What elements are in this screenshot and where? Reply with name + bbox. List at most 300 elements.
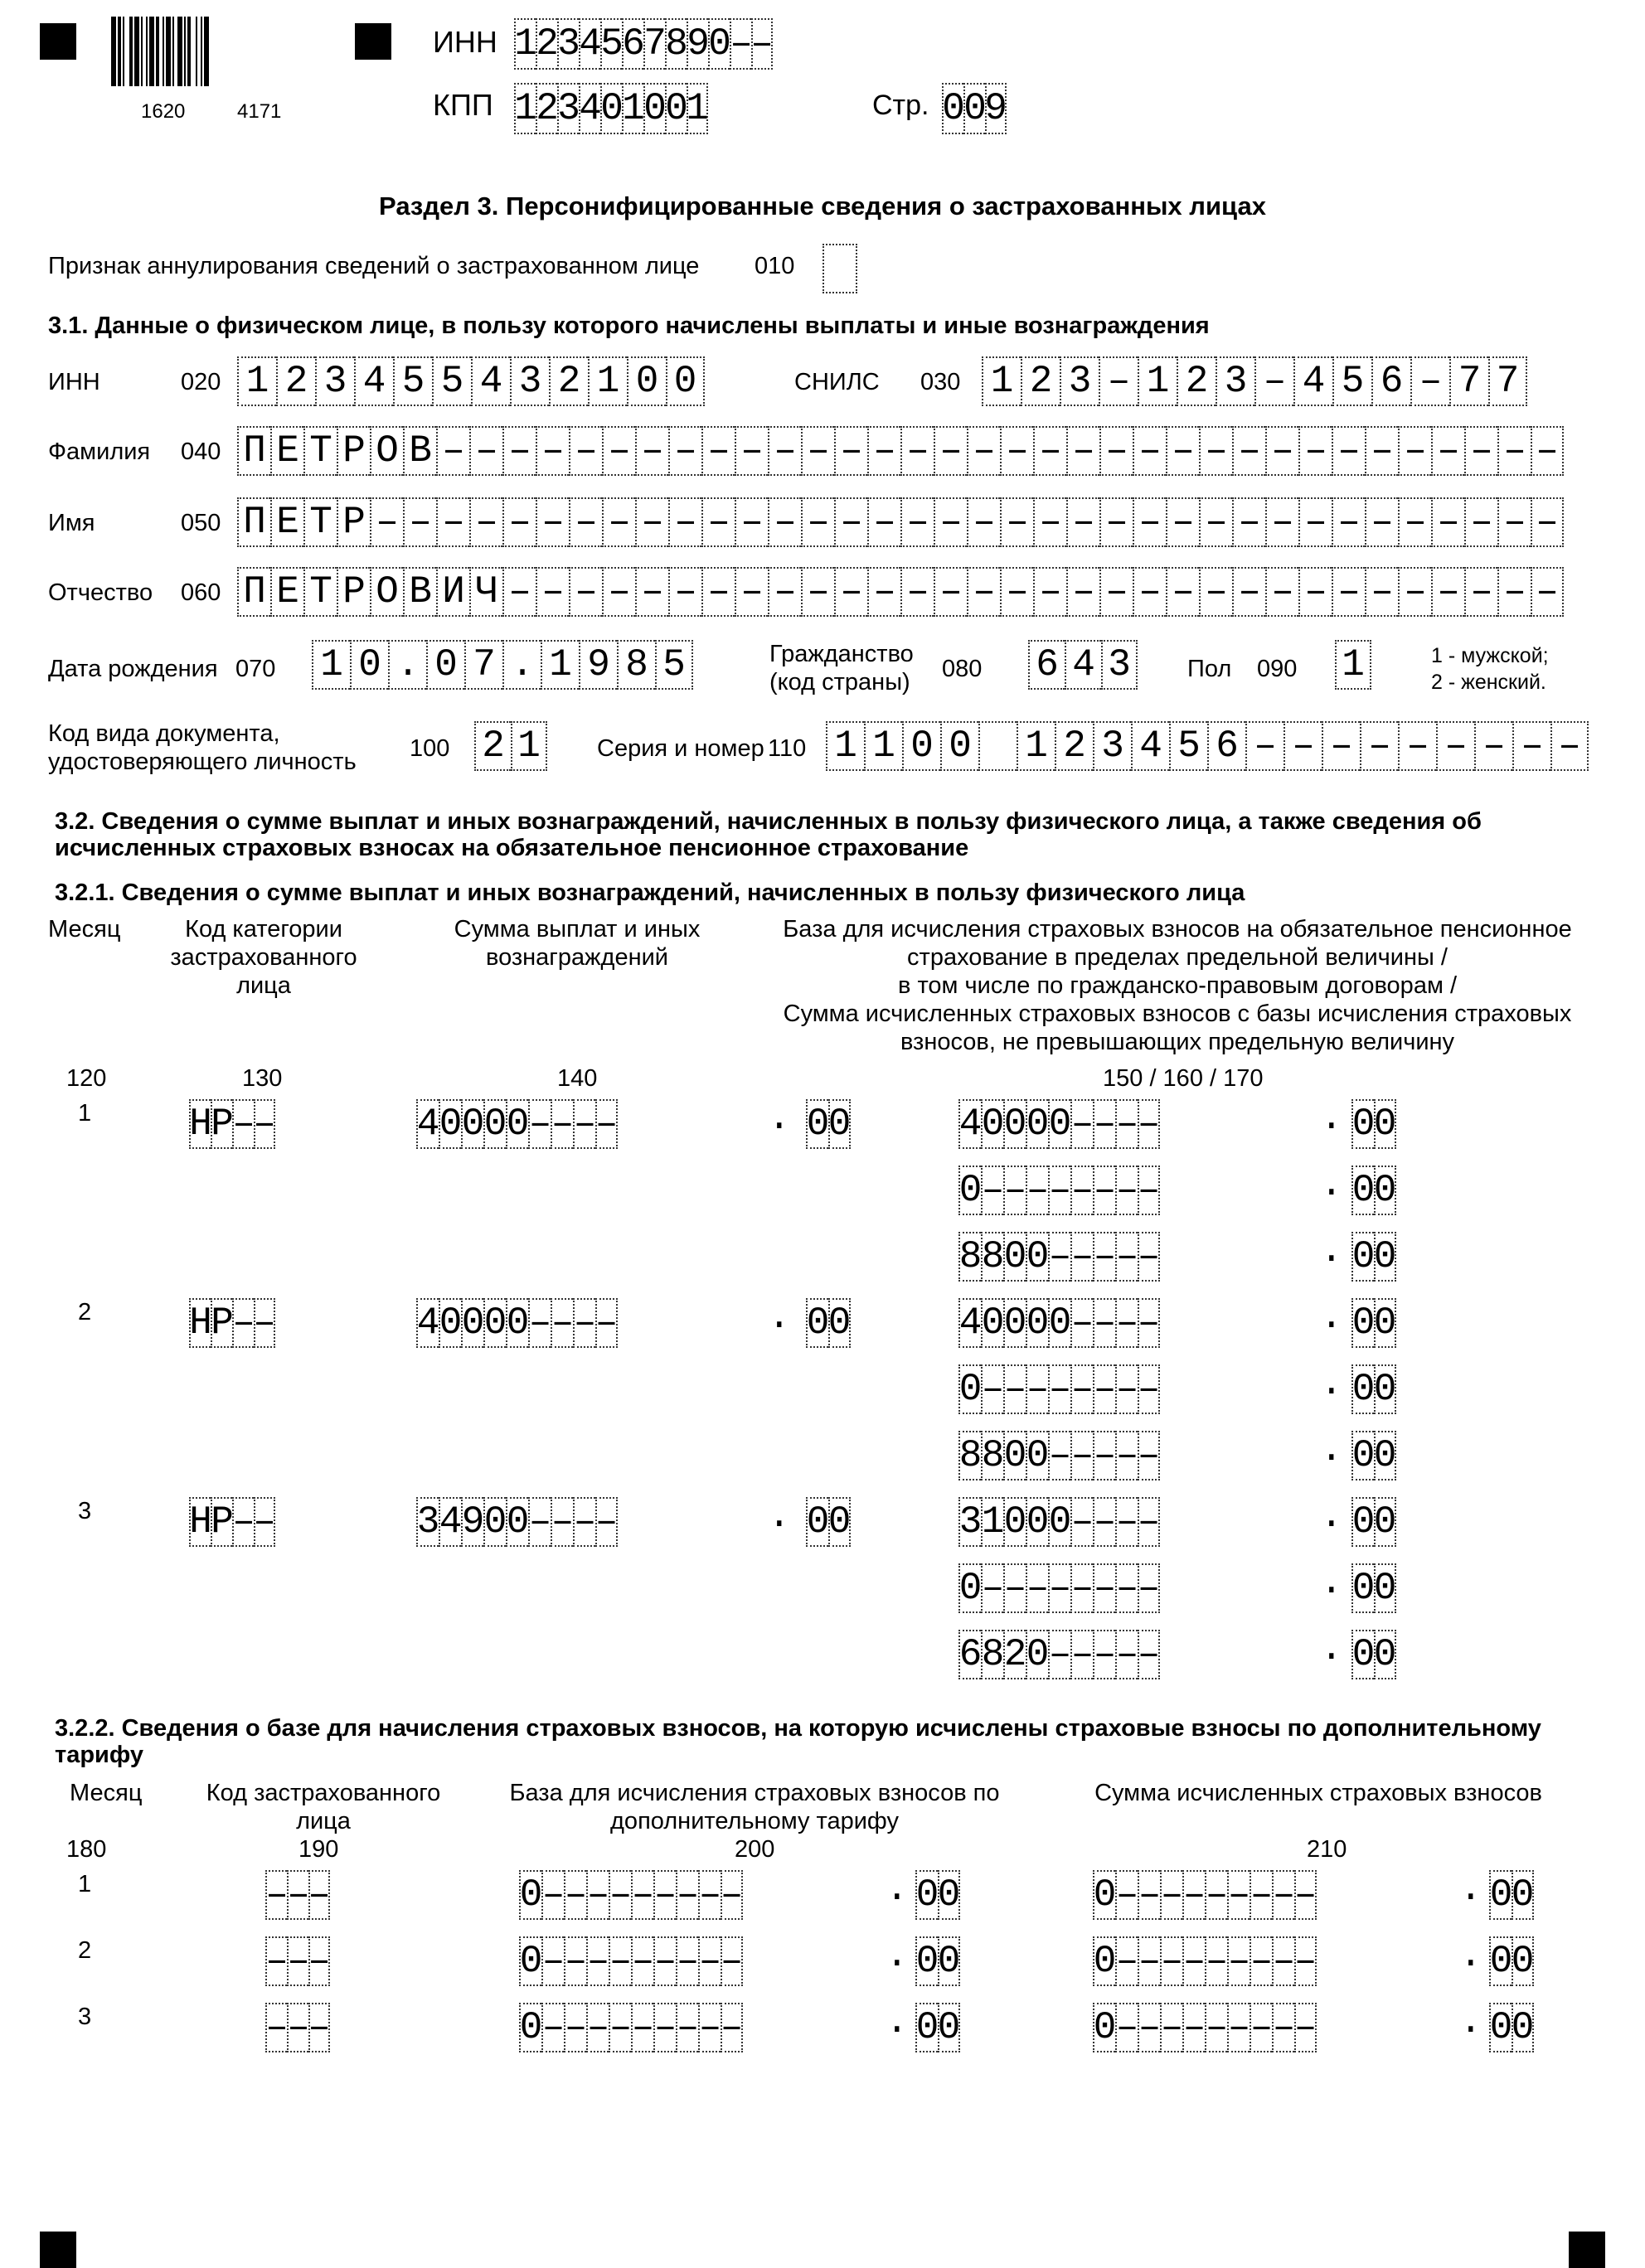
s321-base-dec-cell[interactable]: 0: [1374, 1298, 1396, 1348]
s321-base-int-cell[interactable]: 0: [1026, 1298, 1048, 1348]
annul-cell[interactable]: [822, 244, 857, 293]
s321-base-int-cell[interactable]: 0: [1026, 1099, 1048, 1149]
s321-category-cell[interactable]: Р: [211, 1497, 232, 1547]
s321-base-int-cell[interactable]: –: [1093, 1232, 1115, 1282]
s321-base-int-cell[interactable]: 0: [1026, 1630, 1048, 1679]
s321-base-int-cell[interactable]: 0: [1048, 1497, 1070, 1547]
s322-base-int-cell[interactable]: –: [586, 2003, 609, 2052]
s321-base-dec[interactable]: [1351, 1431, 1396, 1480]
person-birth-cell[interactable]: 9: [579, 640, 617, 690]
s322-base-int-cell[interactable]: –: [676, 1870, 698, 1920]
person-surname-cell[interactable]: –: [834, 426, 867, 476]
person-surname-cell[interactable]: –: [1199, 426, 1232, 476]
person-inn-cell[interactable]: 0: [627, 356, 666, 406]
s321-base-int[interactable]: [958, 1099, 1160, 1149]
person-surname-cells[interactable]: [237, 426, 1564, 476]
s321-base-int-cell[interactable]: –: [1026, 1166, 1048, 1215]
person-sex-cells[interactable]: [1335, 640, 1371, 690]
s321-base-dec-cell[interactable]: 0: [1351, 1364, 1374, 1414]
s321-sum-int-cell[interactable]: –: [551, 1497, 573, 1547]
s321-base-int-cell[interactable]: 8: [981, 1431, 1003, 1480]
person-birth-cell[interactable]: 7: [464, 640, 502, 690]
s321-base-int-cell[interactable]: –: [1070, 1431, 1093, 1480]
s322-sum-dec-cell[interactable]: 0: [1489, 1936, 1512, 1986]
person-patronymic-cell[interactable]: –: [1133, 567, 1166, 617]
person-surname-cell[interactable]: Е: [270, 426, 303, 476]
s321-sum-int-cell[interactable]: –: [573, 1497, 595, 1547]
s321-base-int-cell[interactable]: –: [1093, 1431, 1115, 1480]
s322-sum-int-cell[interactable]: –: [1205, 1936, 1227, 1986]
s321-category[interactable]: [189, 1298, 275, 1348]
person-series-cell[interactable]: 0: [902, 721, 940, 771]
s321-base-int-cell[interactable]: –: [1070, 1232, 1093, 1282]
person-surname-cell[interactable]: –: [967, 426, 1000, 476]
s321-base-int-cell[interactable]: –: [1070, 1497, 1093, 1547]
person-inn-cell[interactable]: 1: [588, 356, 627, 406]
s321-base-int-cell[interactable]: –: [1093, 1630, 1115, 1679]
person-surname-cell[interactable]: –: [1000, 426, 1033, 476]
s321-base-dec[interactable]: [1351, 1497, 1396, 1547]
s322-base-dec-cell[interactable]: 0: [915, 2003, 938, 2052]
s321-base-dec-cell[interactable]: 0: [1374, 1099, 1396, 1149]
person-snils-cell[interactable]: 1: [1138, 356, 1177, 406]
s321-category[interactable]: [189, 1497, 275, 1547]
s321-base-dec-cell[interactable]: 0: [1374, 1563, 1396, 1613]
person-patronymic-cell[interactable]: И: [436, 567, 469, 617]
person-surname-cell[interactable]: –: [1464, 426, 1497, 476]
s322-sum-int-cell[interactable]: –: [1138, 1870, 1160, 1920]
s321-base-int-cell[interactable]: –: [1138, 1232, 1160, 1282]
s321-category-cell[interactable]: –: [254, 1497, 275, 1547]
person-name-cell[interactable]: –: [900, 497, 934, 547]
person-citizenship-cells[interactable]: [1028, 640, 1138, 690]
s321-sum-int-cell[interactable]: –: [551, 1099, 573, 1149]
person-series-cell[interactable]: 1: [1017, 721, 1055, 771]
person-snils-cell[interactable]: 3: [1216, 356, 1254, 406]
s321-sum-int[interactable]: [416, 1298, 618, 1348]
s321-category-cell[interactable]: Р: [211, 1298, 232, 1348]
s321-base-int-cell[interactable]: –: [1138, 1431, 1160, 1480]
s321-base-int-cell[interactable]: 0: [1003, 1099, 1026, 1149]
s321-base-int-cell[interactable]: –: [1048, 1630, 1070, 1679]
s321-base-int-cell[interactable]: –: [1093, 1563, 1115, 1613]
s321-base-dec-cell[interactable]: 0: [1374, 1630, 1396, 1679]
person-surname-cell[interactable]: –: [1099, 426, 1133, 476]
s322-sum-int-cell[interactable]: 0: [1093, 2003, 1115, 2052]
header-kpp-cell[interactable]: 0: [600, 83, 622, 134]
person-name-cell[interactable]: –: [1166, 497, 1199, 547]
s322-code[interactable]: [265, 1870, 330, 1920]
person-name-cell[interactable]: –: [370, 497, 403, 547]
s321-sum-dec-cell[interactable]: 0: [806, 1497, 828, 1547]
header-inn-cell[interactable]: 8: [665, 18, 687, 70]
s321-base-int-cell[interactable]: –: [1093, 1298, 1115, 1348]
person-surname-cell[interactable]: В: [403, 426, 436, 476]
person-birth-cell[interactable]: 8: [617, 640, 655, 690]
s321-sum-int-cell[interactable]: 4: [416, 1099, 439, 1149]
person-patronymic-cell[interactable]: Ч: [469, 567, 502, 617]
s321-base-int-cell[interactable]: 0: [981, 1099, 1003, 1149]
person-snils-cell[interactable]: 3: [1060, 356, 1099, 406]
person-surname-cell[interactable]: –: [1066, 426, 1099, 476]
person-name-cell[interactable]: –: [1033, 497, 1066, 547]
person-surname-cell[interactable]: –: [569, 426, 602, 476]
s321-base-int-cell[interactable]: –: [1070, 1166, 1093, 1215]
person-birth-cell[interactable]: 0: [350, 640, 388, 690]
person-name-cell[interactable]: Р: [337, 497, 370, 547]
s322-code-cell[interactable]: –: [308, 2003, 330, 2052]
person-surname-cell[interactable]: –: [1298, 426, 1332, 476]
s322-code-cell[interactable]: –: [265, 1936, 287, 1986]
person-series-cell[interactable]: 4: [1131, 721, 1169, 771]
s321-base-int-cell[interactable]: –: [1093, 1166, 1115, 1215]
s322-base-int-cell[interactable]: –: [586, 1870, 609, 1920]
person-name-cell[interactable]: –: [536, 497, 569, 547]
s321-category-cell[interactable]: Н: [189, 1298, 211, 1348]
header-inn-cell[interactable]: 9: [687, 18, 708, 70]
s321-sum-dec[interactable]: [806, 1497, 851, 1547]
s321-base-int-cell[interactable]: 6: [958, 1630, 981, 1679]
s321-base-int-cell[interactable]: –: [1115, 1298, 1138, 1348]
person-birth-cell[interactable]: 5: [655, 640, 693, 690]
s321-base-int-cell[interactable]: –: [1138, 1166, 1160, 1215]
s322-base-int-cell[interactable]: 0: [519, 1870, 541, 1920]
person-surname-cell[interactable]: –: [735, 426, 768, 476]
person-series-cell[interactable]: –: [1436, 721, 1474, 771]
person-name-cell[interactable]: П: [237, 497, 270, 547]
header-inn-cell[interactable]: 4: [579, 18, 600, 70]
person-surname-cell[interactable]: –: [1365, 426, 1398, 476]
s321-base-int-cell[interactable]: –: [1026, 1563, 1048, 1613]
person-doc-cells[interactable]: [474, 721, 547, 771]
s321-base-int-cell[interactable]: 8: [958, 1232, 981, 1282]
s321-base-int-cell[interactable]: –: [1048, 1166, 1070, 1215]
person-name-cell[interactable]: –: [602, 497, 635, 547]
s321-base-int-cell[interactable]: 0: [958, 1563, 981, 1613]
s321-category-cell[interactable]: –: [254, 1298, 275, 1348]
s321-base-int-cell[interactable]: 2: [1003, 1630, 1026, 1679]
s322-sum-int-cell[interactable]: –: [1294, 1936, 1317, 1986]
person-series-cell[interactable]: 6: [1207, 721, 1245, 771]
person-patronymic-cell[interactable]: –: [1398, 567, 1431, 617]
person-surname-cell[interactable]: –: [536, 426, 569, 476]
person-snils-cell[interactable]: 6: [1371, 356, 1410, 406]
person-inn-cell[interactable]: 2: [549, 356, 588, 406]
s321-base-int-cell[interactable]: –: [1070, 1099, 1093, 1149]
person-snils-cell[interactable]: 1: [982, 356, 1021, 406]
person-surname-cell[interactable]: –: [602, 426, 635, 476]
s322-sum-dec-cell[interactable]: 0: [1512, 1936, 1534, 1986]
s321-base-int-cell[interactable]: 4: [958, 1298, 981, 1348]
s322-sum-int-cell[interactable]: –: [1205, 2003, 1227, 2052]
s321-base-int-cell[interactable]: –: [1138, 1298, 1160, 1348]
person-surname-cell[interactable]: –: [867, 426, 900, 476]
s322-code[interactable]: [265, 1936, 330, 1986]
s321-category-cell[interactable]: –: [232, 1099, 254, 1149]
s322-sum-int-cell[interactable]: –: [1182, 1870, 1205, 1920]
s322-base-int-cell[interactable]: –: [721, 1870, 743, 1920]
s321-category-cell[interactable]: –: [254, 1099, 275, 1149]
person-surname-cell[interactable]: –: [801, 426, 834, 476]
person-name-cells[interactable]: [237, 497, 1564, 547]
s321-base-dec-cell[interactable]: 0: [1351, 1630, 1374, 1679]
s321-base-int[interactable]: [958, 1630, 1160, 1679]
s322-base-int-cell[interactable]: –: [653, 1870, 676, 1920]
s322-base-dec[interactable]: [915, 1870, 960, 1920]
person-surname-cell[interactable]: –: [635, 426, 668, 476]
s321-base-int-cell[interactable]: –: [1003, 1563, 1026, 1613]
s322-base-dec-cell[interactable]: 0: [915, 1870, 938, 1920]
person-doc-cell[interactable]: 1: [511, 721, 547, 771]
person-series-cell[interactable]: 2: [1055, 721, 1093, 771]
header-inn-cell[interactable]: 5: [600, 18, 622, 70]
s321-base-dec-cell[interactable]: 0: [1351, 1298, 1374, 1348]
s321-sum-int-cell[interactable]: –: [528, 1099, 551, 1149]
s321-base-int-cell[interactable]: –: [1115, 1232, 1138, 1282]
s322-sum-int-cell[interactable]: –: [1294, 2003, 1317, 2052]
person-birth-cell[interactable]: 1: [312, 640, 350, 690]
person-name-cell[interactable]: –: [867, 497, 900, 547]
header-inn-cell[interactable]: –: [730, 18, 751, 70]
s322-sum-dec[interactable]: [1489, 2003, 1534, 2052]
header-kpp-cell[interactable]: 0: [643, 83, 665, 134]
person-name-cell[interactable]: –: [1099, 497, 1133, 547]
s322-base-int[interactable]: [519, 1870, 743, 1920]
person-surname-cell[interactable]: О: [370, 426, 403, 476]
s321-base-int-cell[interactable]: –: [1048, 1563, 1070, 1613]
s321-sum-int-cell[interactable]: 0: [483, 1099, 506, 1149]
s322-base-int-cell[interactable]: –: [541, 1870, 564, 1920]
person-inn-cell[interactable]: 3: [510, 356, 549, 406]
person-surname-cell[interactable]: –: [1531, 426, 1564, 476]
s321-sum-int-cell[interactable]: –: [595, 1497, 618, 1547]
person-name-cell[interactable]: –: [1265, 497, 1298, 547]
s321-base-dec-cell[interactable]: 0: [1374, 1232, 1396, 1282]
s322-sum-int-cell[interactable]: –: [1272, 1870, 1294, 1920]
person-name-cell[interactable]: –: [701, 497, 735, 547]
s321-sum-dec-cell[interactable]: 0: [828, 1497, 851, 1547]
s321-base-int-cell[interactable]: 0: [1026, 1232, 1048, 1282]
s322-sum-int-cell[interactable]: –: [1115, 1870, 1138, 1920]
person-patronymic-cell[interactable]: –: [934, 567, 967, 617]
s321-sum-int-cell[interactable]: –: [595, 1298, 618, 1348]
s321-base-int-cell[interactable]: 8: [981, 1630, 1003, 1679]
s321-sum-int-cell[interactable]: 4: [439, 1497, 461, 1547]
s321-category[interactable]: [189, 1099, 275, 1149]
s322-sum-int-cell[interactable]: –: [1250, 1936, 1272, 1986]
person-patronymic-cell[interactable]: –: [834, 567, 867, 617]
header-inn-cell[interactable]: 3: [557, 18, 579, 70]
person-patronymic-cell[interactable]: –: [735, 567, 768, 617]
person-surname-cell[interactable]: –: [1033, 426, 1066, 476]
person-surname-cell[interactable]: –: [1133, 426, 1166, 476]
s321-sum-int-cell[interactable]: 0: [461, 1099, 483, 1149]
s322-base-int-cell[interactable]: –: [609, 1870, 631, 1920]
s322-base-int-cell[interactable]: –: [609, 1936, 631, 1986]
s321-sum-int-cell[interactable]: 4: [416, 1298, 439, 1348]
s321-base-int-cell[interactable]: 1: [981, 1497, 1003, 1547]
person-name-cell[interactable]: –: [735, 497, 768, 547]
s321-category-cell[interactable]: Н: [189, 1497, 211, 1547]
s322-base-int-cell[interactable]: –: [541, 1936, 564, 1986]
s322-sum-int[interactable]: [1093, 1870, 1317, 1920]
person-patronymic-cell[interactable]: –: [602, 567, 635, 617]
s322-sum-int-cell[interactable]: –: [1250, 1870, 1272, 1920]
s322-code-cell[interactable]: –: [265, 1870, 287, 1920]
s321-base-int-cell[interactable]: 8: [981, 1232, 1003, 1282]
person-inn-cell[interactable]: 5: [393, 356, 432, 406]
person-snils-cell[interactable]: 7: [1488, 356, 1527, 406]
person-series-cell[interactable]: 0: [940, 721, 978, 771]
s322-base-int[interactable]: [519, 2003, 743, 2052]
s322-sum-int-cell[interactable]: –: [1227, 1936, 1250, 1986]
s321-base-int-cell[interactable]: –: [1003, 1364, 1026, 1414]
s322-sum-int-cell[interactable]: –: [1250, 2003, 1272, 2052]
person-surname-cell[interactable]: –: [934, 426, 967, 476]
s321-sum-dec-cell[interactable]: 0: [806, 1099, 828, 1149]
person-name-cell[interactable]: –: [469, 497, 502, 547]
person-patronymic-cell[interactable]: –: [967, 567, 1000, 617]
person-citizenship-cell[interactable]: 3: [1101, 640, 1138, 690]
s322-sum-int[interactable]: [1093, 2003, 1317, 2052]
s321-base-dec[interactable]: [1351, 1166, 1396, 1215]
person-patronymic-cell[interactable]: –: [1298, 567, 1332, 617]
s321-sum-int-cell[interactable]: 0: [506, 1099, 528, 1149]
s321-sum-int-cell[interactable]: –: [528, 1298, 551, 1348]
header-inn-cell[interactable]: 1: [514, 18, 536, 70]
person-patronymic-cell[interactable]: –: [536, 567, 569, 617]
s322-sum-int-cell[interactable]: –: [1115, 2003, 1138, 2052]
person-name-cell[interactable]: –: [967, 497, 1000, 547]
person-patronymic-cell[interactable]: –: [867, 567, 900, 617]
s321-base-int-cell[interactable]: –: [1115, 1563, 1138, 1613]
s321-base-dec-cell[interactable]: 0: [1351, 1431, 1374, 1480]
s322-sum-int-cell[interactable]: 0: [1093, 1870, 1115, 1920]
person-series-cell[interactable]: [978, 721, 1017, 771]
s322-sum-int-cell[interactable]: –: [1227, 1870, 1250, 1920]
s321-sum-int-cell[interactable]: 9: [461, 1497, 483, 1547]
s321-base-int-cell[interactable]: –: [1138, 1099, 1160, 1149]
s322-code-cell[interactable]: –: [287, 2003, 308, 2052]
s322-code-cell[interactable]: –: [308, 1936, 330, 1986]
header-page-cell[interactable]: 0: [942, 83, 963, 134]
header-kpp-cell[interactable]: 1: [687, 83, 708, 134]
person-name-cell[interactable]: –: [668, 497, 701, 547]
s321-base-int[interactable]: [958, 1364, 1160, 1414]
person-inn-cell[interactable]: 2: [276, 356, 315, 406]
person-series-cell[interactable]: –: [1512, 721, 1550, 771]
s321-base-int-cell[interactable]: 0: [1003, 1298, 1026, 1348]
s322-sum-int-cell[interactable]: 0: [1093, 1936, 1115, 1986]
s321-sum-int-cell[interactable]: 0: [506, 1298, 528, 1348]
person-patronymic-cell[interactable]: Р: [337, 567, 370, 617]
person-citizenship-cell[interactable]: 4: [1065, 640, 1101, 690]
person-series-cell[interactable]: –: [1283, 721, 1322, 771]
person-name-cell[interactable]: –: [502, 497, 536, 547]
person-name-cell[interactable]: –: [934, 497, 967, 547]
header-kpp-cell[interactable]: 3: [557, 83, 579, 134]
s321-base-int-cell[interactable]: –: [1093, 1099, 1115, 1149]
person-name-cell[interactable]: Е: [270, 497, 303, 547]
person-snils-cell[interactable]: –: [1410, 356, 1449, 406]
s321-base-int-cell[interactable]: 0: [1048, 1298, 1070, 1348]
person-surname-cell[interactable]: –: [1166, 426, 1199, 476]
person-snils-cells[interactable]: [982, 356, 1527, 406]
s321-base-int-cell[interactable]: –: [981, 1364, 1003, 1414]
s321-base-int-cell[interactable]: 0: [1003, 1232, 1026, 1282]
s322-sum-dec[interactable]: [1489, 1936, 1534, 1986]
s321-base-int-cell[interactable]: –: [1048, 1364, 1070, 1414]
s321-base-int[interactable]: [958, 1232, 1160, 1282]
s322-code-cell[interactable]: –: [265, 2003, 287, 2052]
person-surname-cell[interactable]: –: [701, 426, 735, 476]
person-snils-cell[interactable]: –: [1254, 356, 1293, 406]
person-patronymic-cell[interactable]: –: [1464, 567, 1497, 617]
s321-base-int-cell[interactable]: –: [1048, 1431, 1070, 1480]
s322-base-int-cell[interactable]: –: [631, 2003, 653, 2052]
s321-base-int-cell[interactable]: –: [1093, 1497, 1115, 1547]
person-series-cell[interactable]: –: [1398, 721, 1436, 771]
s321-base-dec[interactable]: [1351, 1099, 1396, 1149]
s321-sum-int-cell[interactable]: 0: [439, 1099, 461, 1149]
person-patronymic-cell[interactable]: –: [1232, 567, 1265, 617]
person-name-cell[interactable]: –: [569, 497, 602, 547]
person-inn-cells[interactable]: [237, 356, 705, 406]
s322-sum-int-cell[interactable]: –: [1138, 2003, 1160, 2052]
s322-base-int-cell[interactable]: –: [676, 1936, 698, 1986]
s321-base-int-cell[interactable]: –: [1138, 1563, 1160, 1613]
person-surname-cell[interactable]: –: [1497, 426, 1531, 476]
s321-base-dec[interactable]: [1351, 1364, 1396, 1414]
s322-base-int-cell[interactable]: –: [676, 2003, 698, 2052]
s322-sum-int-cell[interactable]: –: [1138, 1936, 1160, 1986]
s321-base-dec-cell[interactable]: 0: [1374, 1431, 1396, 1480]
person-name-cell[interactable]: –: [1199, 497, 1232, 547]
s321-base-int-cell[interactable]: –: [1115, 1364, 1138, 1414]
person-patronymic-cell[interactable]: –: [502, 567, 536, 617]
s321-base-int-cell[interactable]: 0: [1003, 1431, 1026, 1480]
s321-base-int-cell[interactable]: –: [1070, 1630, 1093, 1679]
s321-base-int[interactable]: [958, 1497, 1160, 1547]
s321-sum-int-cell[interactable]: 0: [506, 1497, 528, 1547]
person-birth-cells[interactable]: [312, 640, 693, 690]
person-patronymic-cell[interactable]: –: [900, 567, 934, 617]
s321-base-int-cell[interactable]: 0: [1026, 1431, 1048, 1480]
s321-base-int-cell[interactable]: –: [981, 1166, 1003, 1215]
person-patronymic-cell[interactable]: –: [1497, 567, 1531, 617]
person-series-cell[interactable]: –: [1550, 721, 1589, 771]
person-surname-cell[interactable]: –: [768, 426, 801, 476]
person-series-cell[interactable]: 5: [1169, 721, 1207, 771]
person-snils-cell[interactable]: 2: [1177, 356, 1216, 406]
person-name-cell[interactable]: –: [1066, 497, 1099, 547]
s321-sum-int-cell[interactable]: 0: [483, 1298, 506, 1348]
s321-base-int-cell[interactable]: –: [1115, 1630, 1138, 1679]
s321-sum-dec-cell[interactable]: 0: [828, 1298, 851, 1348]
person-name-cell[interactable]: –: [1464, 497, 1497, 547]
header-page-cell[interactable]: 0: [963, 83, 985, 134]
s322-sum-int-cell[interactable]: –: [1294, 1870, 1317, 1920]
s321-base-int-cell[interactable]: –: [1138, 1364, 1160, 1414]
person-inn-cell[interactable]: 4: [471, 356, 510, 406]
person-inn-cell[interactable]: 4: [354, 356, 393, 406]
s321-sum-int-cell[interactable]: 0: [461, 1298, 483, 1348]
header-kpp-cell[interactable]: 1: [622, 83, 643, 134]
s321-base-dec-cell[interactable]: 0: [1351, 1099, 1374, 1149]
s321-base-dec[interactable]: [1351, 1232, 1396, 1282]
person-name-cell[interactable]: Т: [303, 497, 337, 547]
s321-base-int-cell[interactable]: –: [1138, 1630, 1160, 1679]
